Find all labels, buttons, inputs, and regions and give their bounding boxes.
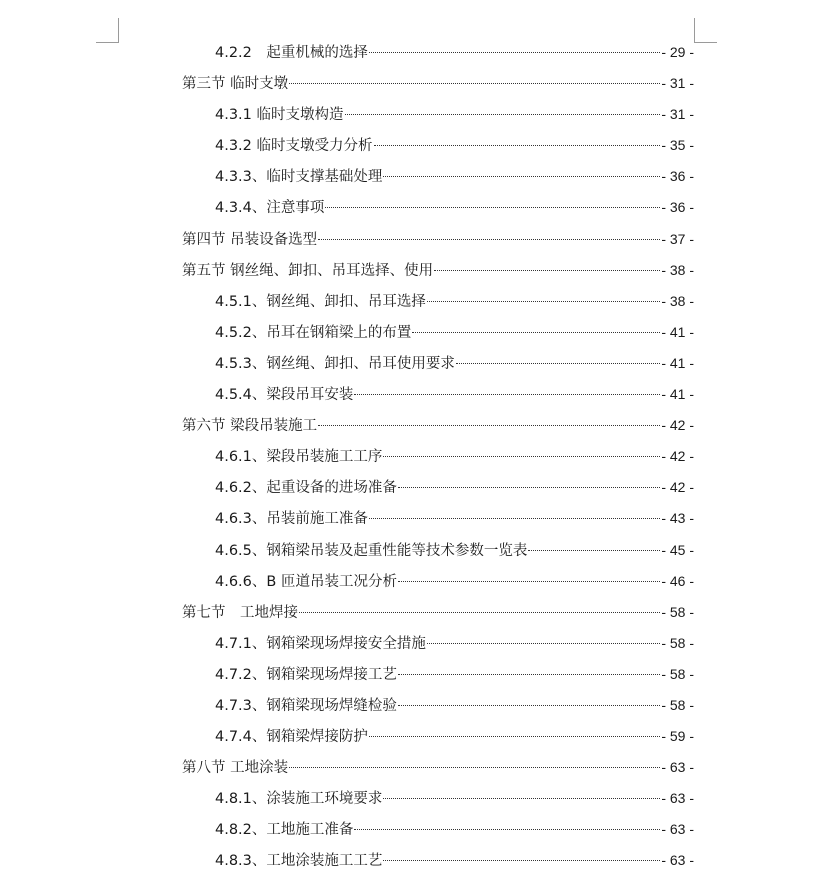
toc-dot-leader: [412, 332, 660, 333]
toc-entry-title: 第三节 临时支墩: [182, 76, 289, 93]
toc-subsection-entry[interactable]: [182, 472, 694, 503]
toc-dot-leader: [289, 83, 660, 84]
toc-entry-page-number: - 41 -: [661, 386, 694, 403]
toc-entry-title: 4.7.4、钢箱梁焊接防护: [215, 729, 368, 746]
toc-dot-leader: [383, 798, 660, 799]
toc-entry-page-number: - 35 -: [661, 137, 694, 154]
crop-mark-top-left-vertical: [118, 18, 119, 42]
toc-entry-title: 4.3.4、注意事项: [215, 200, 325, 217]
toc-entry-page-number: - 59 -: [661, 728, 694, 745]
toc-dot-leader: [369, 518, 660, 519]
toc-dot-leader: [383, 456, 660, 457]
toc-dot-leader: [427, 301, 660, 302]
toc-dot-leader: [383, 860, 660, 861]
toc-subsection-entry[interactable]: [182, 317, 694, 348]
toc-entry-title: 4.7.1、钢箱梁现场焊接安全措施: [215, 635, 426, 652]
toc-subsection-entry[interactable]: [182, 37, 694, 68]
toc-entry-title: 4.3.3、临时支撑基础处理: [215, 169, 383, 186]
toc-section-entry[interactable]: [182, 597, 694, 628]
toc-entry-title: 4.7.2、钢箱梁现场焊接工艺: [215, 666, 397, 683]
toc-entry-page-number: - 38 -: [661, 292, 694, 309]
toc-entry-title: 4.5.4、梁段吊耳安装: [215, 387, 354, 404]
toc-subsection-entry[interactable]: [182, 161, 694, 192]
toc-section-entry[interactable]: [182, 752, 694, 783]
toc-entry-page-number: - 58 -: [661, 634, 694, 651]
toc-entry-page-number: - 31 -: [661, 75, 694, 92]
toc-subsection-entry[interactable]: [182, 721, 694, 752]
toc-entry-title: 第四节 吊装设备选型: [182, 231, 318, 248]
toc-subsection-entry[interactable]: [182, 814, 694, 845]
toc-subsection-entry[interactable]: [182, 659, 694, 690]
toc-section-entry[interactable]: [182, 410, 694, 441]
toc-entry-title: 4.2.2 起重机械的选择: [215, 45, 368, 61]
toc-subsection-entry[interactable]: [182, 690, 694, 721]
toc-entry-title: 4.5.2、吊耳在钢箱梁上的布置: [215, 324, 412, 341]
crop-mark-top-right-vertical: [694, 18, 695, 42]
toc-dot-leader: [398, 487, 660, 488]
table-of-contents: [182, 37, 694, 877]
toc-entry-title: 4.8.2、工地施工准备: [215, 822, 354, 839]
toc-dot-leader: [398, 581, 660, 582]
toc-entry-title: 4.6.1、梁段吊装施工工序: [215, 449, 383, 466]
toc-entry-title: 4.7.3、钢箱梁现场焊缝检验: [215, 697, 397, 714]
toc-subsection-entry[interactable]: [182, 441, 694, 472]
toc-subsection-entry[interactable]: [182, 286, 694, 317]
toc-dot-leader: [528, 550, 660, 551]
toc-dot-leader: [398, 674, 660, 675]
toc-subsection-entry[interactable]: [182, 99, 694, 130]
toc-entry-title: 4.8.3、工地涂装施工工艺: [215, 853, 383, 870]
toc-entry-page-number: - 36 -: [661, 168, 694, 185]
toc-subsection-entry[interactable]: [182, 566, 694, 597]
toc-entry-page-number: - 58 -: [661, 696, 694, 713]
toc-entry-title: 第五节 钢丝绳、卸扣、吊耳选择、使用: [182, 262, 434, 279]
toc-dot-leader: [374, 145, 661, 146]
toc-section-entry[interactable]: [182, 68, 694, 99]
toc-entry-page-number: - 63 -: [661, 852, 694, 869]
toc-entry-title: 4.5.3、钢丝绳、卸扣、吊耳使用要求: [215, 355, 455, 372]
toc-subsection-entry[interactable]: [182, 130, 694, 161]
toc-section-entry[interactable]: [182, 255, 694, 286]
toc-entry-title: 4.5.1、钢丝绳、卸扣、吊耳选择: [215, 293, 426, 310]
toc-dot-leader: [427, 643, 660, 644]
toc-dot-leader: [369, 52, 660, 53]
toc-entry-page-number: - 43 -: [661, 510, 694, 527]
toc-entry-title: 4.3.2 临时支墩受力分析: [215, 138, 373, 155]
toc-entry-title: 4.6.5、钢箱梁吊装及起重性能等技术参数一览表: [215, 542, 528, 559]
toc-dot-leader: [299, 612, 660, 613]
toc-entry-page-number: - 58 -: [661, 665, 694, 682]
toc-subsection-entry[interactable]: [182, 535, 694, 566]
toc-entry-page-number: - 42 -: [661, 448, 694, 465]
toc-entry-title: 4.3.1 临时支墩构造: [215, 107, 344, 124]
toc-subsection-entry[interactable]: [182, 192, 694, 223]
toc-entry-title: 4.6.2、起重设备的进场准备: [215, 480, 397, 497]
toc-dot-leader: [369, 736, 660, 737]
toc-subsection-entry[interactable]: [182, 348, 694, 379]
toc-entry-page-number: - 63 -: [661, 821, 694, 838]
toc-subsection-entry[interactable]: [182, 845, 694, 876]
toc-subsection-entry[interactable]: [182, 503, 694, 534]
toc-dot-leader: [383, 176, 660, 177]
toc-entry-page-number: - 46 -: [661, 572, 694, 589]
toc-subsection-entry[interactable]: [182, 379, 694, 410]
toc-dot-leader: [289, 767, 660, 768]
toc-entry-page-number: - 38 -: [661, 261, 694, 278]
toc-section-entry[interactable]: [182, 224, 694, 255]
toc-entry-page-number: - 45 -: [661, 541, 694, 558]
toc-entry-page-number: - 36 -: [661, 199, 694, 216]
toc-dot-leader: [318, 425, 660, 426]
toc-dot-leader: [325, 207, 660, 208]
toc-entry-page-number: - 37 -: [661, 230, 694, 247]
toc-subsection-entry[interactable]: [182, 628, 694, 659]
toc-entry-title: 4.8.1、涂装施工环境要求: [215, 791, 383, 808]
toc-entry-page-number: - 42 -: [661, 417, 694, 434]
toc-entry-page-number: - 31 -: [661, 106, 694, 123]
toc-entry-page-number: - 41 -: [661, 354, 694, 371]
toc-entry-title: 第七节 工地焊接: [182, 604, 298, 621]
toc-dot-leader: [318, 239, 660, 240]
toc-entry-page-number: - 29 -: [661, 44, 694, 60]
toc-dot-leader: [456, 363, 660, 364]
toc-entry-page-number: - 41 -: [661, 323, 694, 340]
toc-entry-page-number: - 63 -: [661, 790, 694, 807]
toc-entry-title: 4.6.6、B 匝道吊装工况分析: [215, 573, 397, 590]
toc-dot-leader: [434, 270, 660, 271]
crop-mark-top-right-horizontal: [694, 42, 717, 43]
toc-dot-leader: [354, 394, 660, 395]
toc-entry-title: 第六节 梁段吊装施工: [182, 418, 318, 435]
toc-entry-title: 第八节 工地涂装: [182, 760, 289, 777]
toc-entry-page-number: - 58 -: [661, 603, 694, 620]
toc-entry-page-number: - 63 -: [661, 759, 694, 776]
toc-entry-title: 4.6.3、吊装前施工准备: [215, 511, 368, 528]
toc-dot-leader: [345, 114, 661, 115]
toc-entry-page-number: - 42 -: [661, 479, 694, 496]
toc-dot-leader: [354, 829, 660, 830]
toc-subsection-entry[interactable]: [182, 783, 694, 814]
crop-mark-top-left-horizontal: [96, 42, 119, 43]
toc-dot-leader: [398, 705, 660, 706]
